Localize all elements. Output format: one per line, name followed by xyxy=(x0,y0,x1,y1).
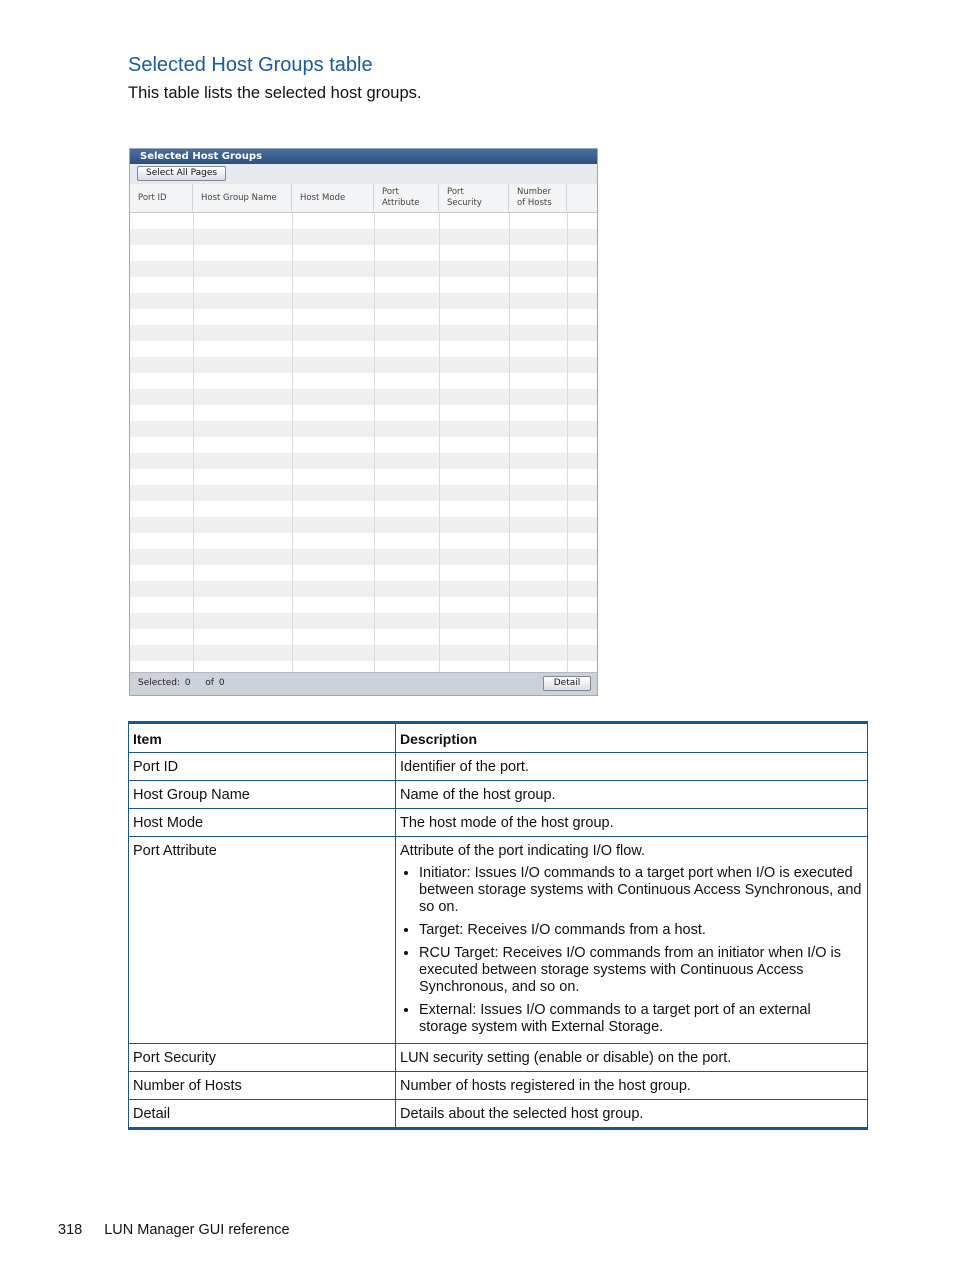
table-row xyxy=(129,1100,868,1129)
column-label: Port ID xyxy=(138,193,167,203)
item-cell: Number of Hosts xyxy=(129,1072,396,1100)
column-label: Attribute xyxy=(382,198,420,208)
intro-text: This table lists the selected host groups. xyxy=(128,84,422,102)
column-header-host-group-name[interactable] xyxy=(193,184,292,212)
column-label: Host Mode xyxy=(300,193,346,203)
column-label: Port xyxy=(447,187,464,197)
column-label: Security xyxy=(447,198,482,208)
column-header-port-attribute[interactable] xyxy=(374,184,439,212)
table-body xyxy=(129,753,868,1129)
total-count: 0 xyxy=(218,678,225,688)
column-header-host-mode[interactable] xyxy=(292,184,374,212)
item-cell: Port ID xyxy=(129,753,396,781)
column-label: Number xyxy=(517,187,552,197)
description-cell xyxy=(396,1044,868,1072)
empty-row-stripe xyxy=(130,613,597,629)
column-label: of Hosts xyxy=(517,198,552,208)
description-text: Name of the host group. xyxy=(400,787,556,803)
empty-row-stripe xyxy=(130,453,597,469)
panel-title: Selected Host Groups xyxy=(130,149,597,164)
table-row xyxy=(129,781,868,809)
of-label: of xyxy=(205,678,214,688)
selection-status xyxy=(138,678,225,688)
empty-row-stripe xyxy=(130,645,597,661)
empty-row-stripe xyxy=(130,261,597,277)
description-text: Identifier of the port. xyxy=(400,759,529,775)
select-all-pages-button[interactable]: Select All Pages xyxy=(137,166,226,181)
empty-row-stripe xyxy=(130,581,597,597)
column-header-port-security[interactable] xyxy=(439,184,509,212)
item-cell: Host Mode xyxy=(129,809,396,837)
empty-row-stripe xyxy=(130,389,597,405)
description-text: Attribute of the port indicating I/O flow. xyxy=(400,843,646,859)
empty-row-stripe xyxy=(130,293,597,309)
column-header-port-id[interactable] xyxy=(130,184,193,212)
description-cell xyxy=(396,1100,868,1129)
empty-row-stripe xyxy=(130,517,597,533)
list-item: • Initiator: Issues I/O commands to a target port when I/O is executed between storage systems with Continuous Access Synchronous, and so on. xyxy=(419,865,862,916)
grid-body xyxy=(130,213,597,674)
column-divider xyxy=(567,213,568,674)
description-column-header: Description xyxy=(396,723,868,753)
column-divider xyxy=(193,213,194,674)
footer-section-title: LUN Manager GUI reference xyxy=(104,1222,290,1238)
selected-count: 0 xyxy=(184,678,191,688)
table-row xyxy=(129,1072,868,1100)
detail-button[interactable]: Detail xyxy=(543,676,591,691)
column-divider xyxy=(439,213,440,674)
description-table xyxy=(128,721,868,1130)
description-text: Number of hosts registered in the host group. xyxy=(400,1078,691,1094)
empty-row-stripe xyxy=(130,485,597,501)
page-footer xyxy=(58,1222,290,1238)
description-text: Details about the selected host group. xyxy=(400,1106,644,1122)
item-cell: Detail xyxy=(129,1100,396,1129)
column-divider xyxy=(509,213,510,674)
description-text: LUN security setting (enable or disable) on the port. xyxy=(400,1050,732,1066)
item-cell: Port Attribute xyxy=(129,837,396,1044)
table-row xyxy=(129,1044,868,1072)
list-item: • Target: Receives I/O commands from a host. xyxy=(419,922,862,939)
empty-row-stripe xyxy=(130,357,597,373)
status-bar xyxy=(130,672,597,695)
description-cell xyxy=(396,781,868,809)
grid-header xyxy=(130,184,597,213)
column-divider xyxy=(292,213,293,674)
column-header-spacer xyxy=(567,184,597,212)
description-text: The host mode of the host group. xyxy=(400,815,614,831)
panel-toolbar xyxy=(130,164,597,184)
host-groups-grid xyxy=(130,184,597,674)
item-cell: Host Group Name xyxy=(129,781,396,809)
empty-row-stripe xyxy=(130,549,597,565)
column-label: Host Group Name xyxy=(201,193,277,203)
page-number: 318 xyxy=(58,1222,83,1238)
empty-row-stripe xyxy=(130,229,597,245)
column-label: Port xyxy=(382,187,399,197)
empty-row-stripe xyxy=(130,325,597,341)
empty-row-stripe xyxy=(130,421,597,437)
selected-host-groups-panel xyxy=(129,148,598,696)
table-header-row xyxy=(129,723,868,753)
description-cell xyxy=(396,837,868,1044)
list-item: • External: Issues I/O commands to a target port of an external storage system with External Storage. xyxy=(419,1002,862,1036)
table-row xyxy=(129,753,868,781)
section-heading: Selected Host Groups table xyxy=(128,54,373,76)
column-divider xyxy=(374,213,375,674)
item-column-header: Item xyxy=(129,723,396,753)
description-cell xyxy=(396,753,868,781)
description-cell xyxy=(396,809,868,837)
selected-label: Selected: xyxy=(138,678,181,688)
table-row xyxy=(129,809,868,837)
description-cell xyxy=(396,1072,868,1100)
column-header-number-of-hosts[interactable] xyxy=(509,184,567,212)
bullet-list xyxy=(400,865,862,1036)
table-row xyxy=(129,837,868,1044)
item-cell: Port Security xyxy=(129,1044,396,1072)
list-item: • RCU Target: Receives I/O commands from an initiator when I/O is executed between storage systems with Continuous Access Synchronous, and so on. xyxy=(419,945,862,996)
